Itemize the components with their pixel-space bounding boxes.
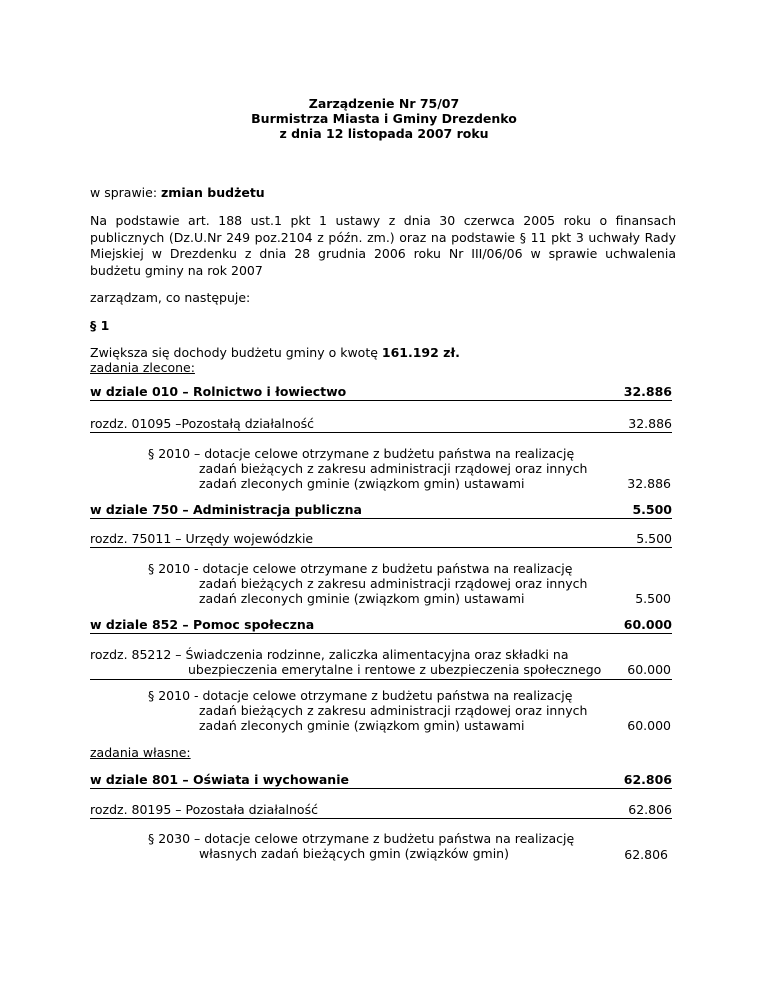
- rozdz-85212-line-1: rozdz. 85212 – Świadczenia rodzinne, zaliczka alimentacyjna oraz składki na: [90, 647, 569, 662]
- document-title: [0, 96, 768, 141]
- par-line-2: własnych zadań bieżących gmin (związków gmin): [199, 846, 509, 861]
- dzial-801-row: [90, 772, 672, 789]
- rozdz-80195-row: [90, 802, 672, 819]
- rozdz-75011-row: [90, 531, 672, 548]
- title-line-1: Zarządzenie Nr 75/07: [308, 96, 460, 111]
- subject-text: zmian budżetu: [161, 185, 265, 200]
- rozdz-75011-label: rozdz. 75011 – Urzędy wojewódzkie: [90, 531, 314, 546]
- title-line-3: z dnia 12 listopada 2007 roku: [279, 126, 489, 141]
- dzial-852-row: [90, 617, 672, 634]
- par-line-3: zadań zleconych gminie (związkom gmin) ustawami: [199, 591, 525, 606]
- par-2010-dzial-750: [148, 561, 588, 606]
- rozdz-01095-label: rozdz. 01095 –Pozostałą działalność: [90, 416, 314, 431]
- par-line-3: zadań zleconych gminie (związkom gmin) ustawami: [199, 718, 525, 733]
- legal-basis-paragraph: Na podstawie art. 188 ust.1 pkt 1 ustawy z dnia 30 czerwca 2005 roku o finansach publicznych (Dz.U.Nr 249 poz.2104 z późn. zm.) oraz na podstawie § 11 pkt 3 uchwały Rady Miejskiej w Drezdenku z dnia 28 grudnia 2006 roku Nr III/06/06 w sprawie uchwalenia budżetu gminy na rok 2007: [90, 213, 676, 278]
- dzial-801-label: w dziale 801 – Oświata i wychowanie: [90, 772, 349, 787]
- dzial-010-row: [90, 384, 672, 401]
- par-line-2: zadań bieżących z zakresu administracji rządowej oraz innych: [199, 703, 588, 718]
- dzial-750-label: w dziale 750 – Administracja publiczna: [90, 502, 362, 517]
- par-line-1: § 2010 - dotacje celowe otrzymane z budżetu państwa na realizację: [148, 561, 573, 576]
- dzial-750-row: [90, 502, 672, 519]
- increase-line: [90, 345, 460, 360]
- rozdz-01095-row: [90, 416, 672, 433]
- par-line-3: zadań zleconych gminie (związkom gmin) ustawami: [199, 476, 525, 491]
- subject-prefix: w sprawie:: [90, 185, 162, 200]
- par-line-1: § 2010 – dotacje celowe otrzymane z budżetu państwa na realizację: [148, 446, 575, 461]
- par-2010-dzial-852-amount: 60.000: [627, 718, 671, 733]
- rozdz-85212-block: [90, 647, 672, 677]
- rozdz-80195-amount: 62.806: [628, 802, 672, 817]
- par-2030-dzial-801-amount: 62.806: [624, 847, 668, 862]
- group-label-zlecone: zadania zlecone:: [90, 360, 195, 375]
- par-2010-dzial-010: [148, 446, 588, 491]
- dzial-010-amount: 32.886: [623, 384, 672, 399]
- dzial-801-amount: 62.806: [623, 772, 672, 787]
- title-line-2: Burmistrza Miasta i Gminy Drezdenko: [251, 111, 517, 126]
- par-line-2: zadań bieżących z zakresu administracji rządowej oraz innych: [199, 576, 588, 591]
- subject-line: [90, 185, 265, 200]
- dzial-010-label: w dziale 010 – Rolnictwo i łowiectwo: [90, 384, 347, 399]
- par-2010-dzial-852: [148, 688, 588, 733]
- par-2010-dzial-750-amount: 5.500: [635, 591, 671, 606]
- dzial-852-amount: 60.000: [623, 617, 672, 632]
- dzial-750-amount: 5.500: [632, 502, 672, 517]
- par-line-2: zadań bieżących z zakresu administracji rządowej oraz innych: [199, 461, 588, 476]
- par-line-1: § 2010 - dotacje celowe otrzymane z budżetu państwa na realizację: [148, 688, 573, 703]
- rozdz-80195-label: rozdz. 80195 – Pozostała działalność: [90, 802, 318, 817]
- rozdz-75011-amount: 5.500: [636, 531, 672, 546]
- increase-amount: 161.192 zł.: [381, 345, 460, 360]
- group-label-wlasne: zadania własne:: [90, 745, 191, 760]
- rozdz-85212-amount: 60.000: [627, 662, 671, 677]
- section-mark: § 1: [90, 318, 110, 333]
- rozdz-85212-line-2: ubezpieczenia emerytalne i rentowe z ubezpieczenia społecznego: [188, 662, 602, 677]
- ordering-phrase: zarządzam, co następuje:: [90, 290, 251, 305]
- dzial-852-label: w dziale 852 – Pomoc społeczna: [90, 617, 315, 632]
- rozdz-85212-underline: [90, 679, 672, 680]
- rozdz-01095-amount: 32.886: [628, 416, 672, 431]
- par-2030-dzial-801: [148, 831, 588, 861]
- par-line-1: § 2030 – dotacje celowe otrzymane z budżetu państwa na realizację: [148, 831, 575, 846]
- par-2010-dzial-010-amount: 32.886: [627, 476, 671, 491]
- increase-prefix: Zwiększa się dochody budżetu gminy o kwotę: [90, 345, 382, 360]
